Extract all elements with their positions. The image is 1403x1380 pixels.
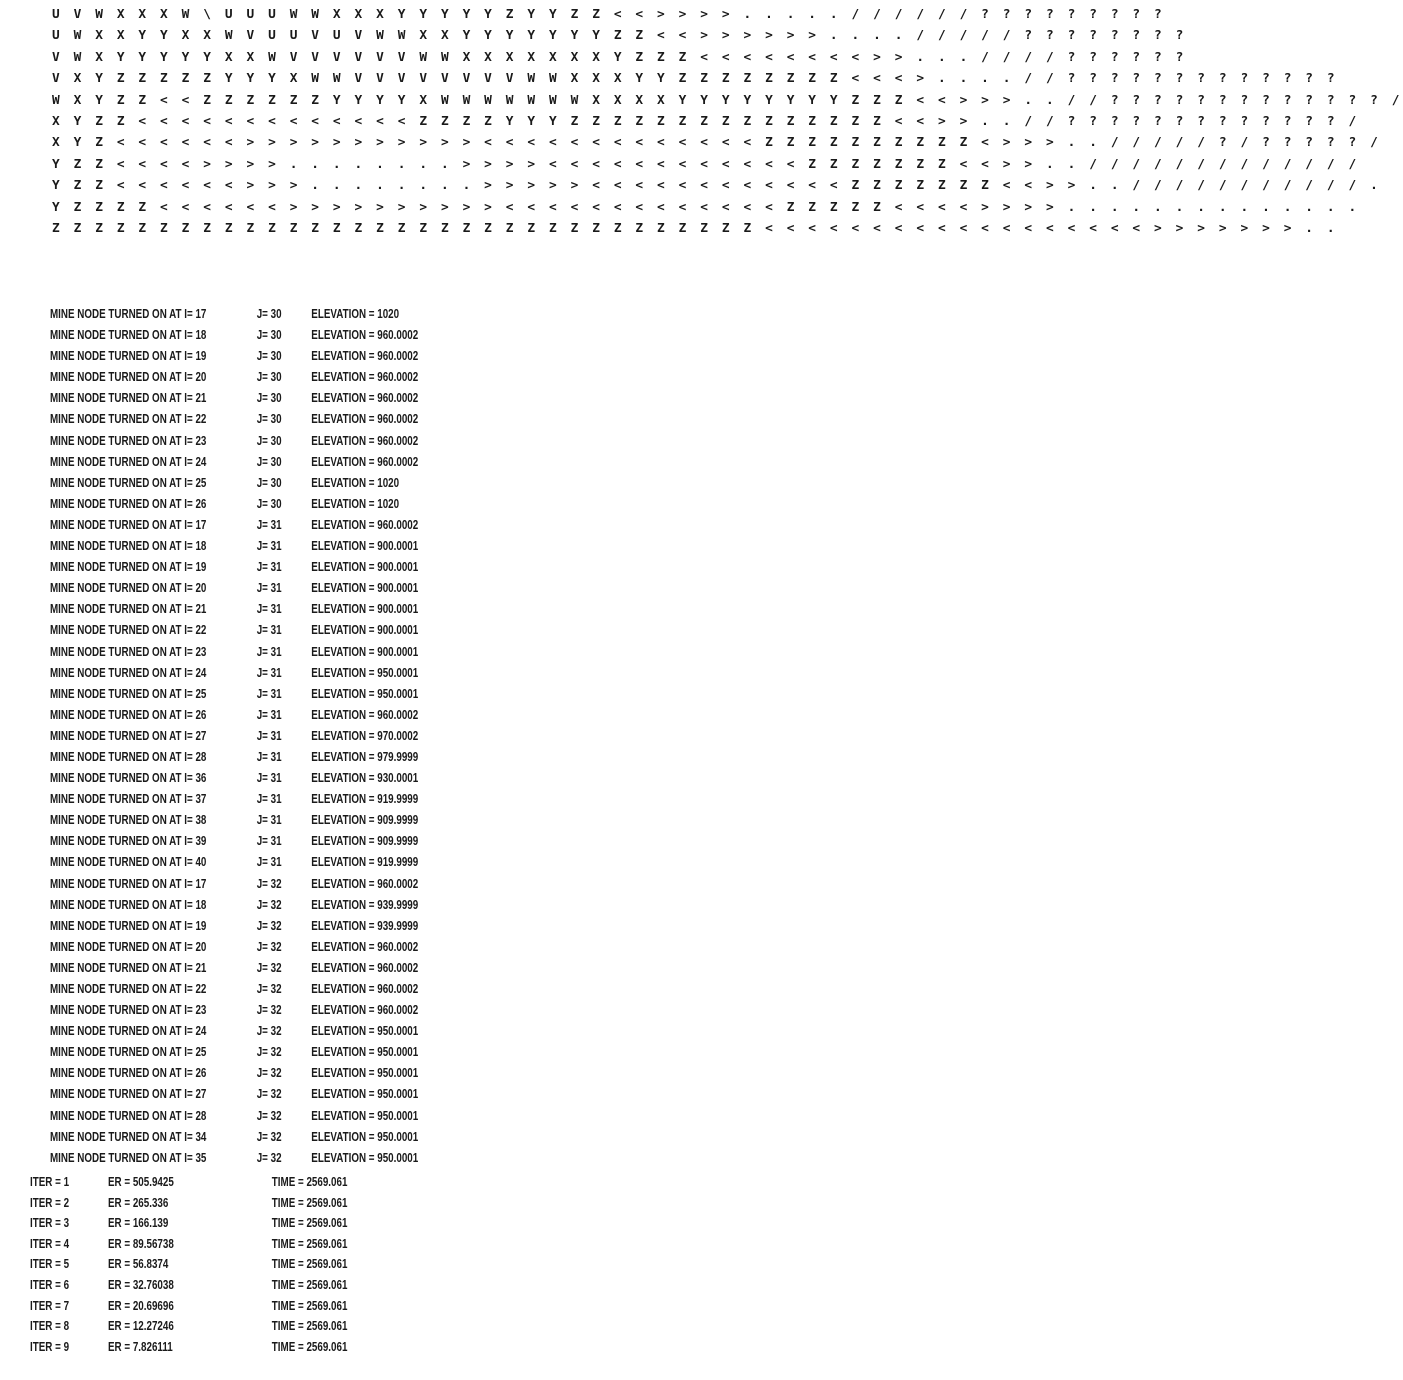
j-index: J= 30 — [256, 370, 282, 385]
elevation-value: ELEVATION = 950.0001 — [311, 665, 419, 680]
j-index: J= 32 — [256, 1087, 282, 1102]
log-line — [50, 937, 456, 958]
elevation-value: ELEVATION = 960.0002 — [311, 939, 419, 954]
node-label: MINE NODE TURNED ON AT I= 17 — [50, 307, 207, 321]
time-value: TIME = 2569.061 — [271, 1319, 348, 1334]
j-index: J= 32 — [256, 1150, 282, 1165]
iteration-line — [30, 1193, 358, 1214]
log-line — [50, 1127, 456, 1148]
elevation-value: ELEVATION = 909.9999 — [311, 834, 419, 849]
elevation-value: ELEVATION = 900.0001 — [311, 539, 419, 554]
log-line — [50, 325, 456, 346]
log-line — [50, 726, 456, 747]
iteration-line — [30, 1275, 358, 1296]
elevation-value: ELEVATION = 960.0002 — [311, 412, 419, 427]
j-index: J= 31 — [256, 749, 282, 764]
node-label: MINE NODE TURNED ON AT I= 26 — [50, 707, 207, 722]
log-line — [50, 578, 456, 599]
j-index: J= 32 — [256, 1045, 282, 1060]
iter-number: ITER = 1 — [30, 1175, 70, 1189]
log-line — [50, 346, 456, 367]
elevation-value: ELEVATION = 970.0002 — [311, 728, 419, 743]
node-label: MINE NODE TURNED ON AT I= 22 — [50, 623, 207, 638]
map-row: X Y Z < < < < < < > > > > > > > > > > > < < < < < < < < < < < < < Z Z Z Z Z Z Z Z Z Z < > > > . . / / / / / ? / ? ? ? ? ? / — [52, 135, 1381, 151]
elevation-value: ELEVATION = 950.0001 — [311, 1087, 419, 1102]
map-row: V W X Y Y Y Y Y X X W V V V V V V W W X X X X X X X Y Z Z Z < < < < < < < < > > . . . / / / / ? ? ? ? ? ? — [52, 49, 1187, 65]
node-label: MINE NODE TURNED ON AT I= 25 — [50, 686, 207, 701]
node-label: MINE NODE TURNED ON AT I= 40 — [50, 855, 207, 870]
map-row: W X Y Z Z < < Z Z Z Z Z Z Y Y Y Y X W W W W W W W X X X X Y Y Y Y Y Y Y Y Z Z Z < < > > > . . / / ? ? ? ? ? ? ? ? ? ? ? ? ? / — [52, 92, 1403, 108]
time-value: TIME = 2569.061 — [271, 1195, 348, 1210]
j-index: J= 31 — [256, 707, 282, 722]
node-label: MINE NODE TURNED ON AT I= 19 — [50, 918, 207, 933]
j-index: J= 30 — [256, 328, 282, 343]
elevation-value: ELEVATION = 900.0001 — [311, 644, 419, 659]
elevation-value: ELEVATION = 950.0001 — [311, 1024, 419, 1039]
elevation-value: ELEVATION = 919.9999 — [311, 792, 419, 807]
iteration-line — [30, 1316, 358, 1337]
j-index: J= 30 — [256, 433, 282, 448]
error-value: ER = 56.8374 — [108, 1257, 169, 1272]
elevation-value: ELEVATION = 960.0002 — [311, 391, 419, 406]
node-label: MINE NODE TURNED ON AT I= 18 — [50, 539, 207, 554]
j-index: J= 30 — [256, 349, 282, 364]
log-line — [50, 599, 456, 620]
node-label: MINE NODE TURNED ON AT I= 26 — [50, 496, 207, 511]
node-label: MINE NODE TURNED ON AT I= 17 — [50, 876, 207, 891]
node-label: MINE NODE TURNED ON AT I= 37 — [50, 792, 207, 807]
log-line — [50, 620, 456, 641]
node-label: MINE NODE TURNED ON AT I= 18 — [50, 328, 207, 343]
map-row: Y Z Z < < < < < < > > > . . . . . . . . > > > > > < < < < < < < < < < < < Z Z Z Z Z Z Z < < > > . . / / / / / / / / / / / . — [52, 178, 1381, 194]
map-row: V X Y Z Z Z Z Z Y Y Y X W W V V V V V V V V W W X X X Y Y Z Z Z Z Z Z Z Z < < < > . . . . / / ? ? ? ? ? ? ? ? ? ? ? ? ? — [52, 71, 1338, 87]
elevation-value: ELEVATION = 960.0002 — [311, 707, 419, 722]
elevation-value: ELEVATION = 960.0002 — [311, 454, 419, 469]
elevation-value: ELEVATION = 900.0001 — [311, 602, 419, 617]
elevation-value: ELEVATION = 939.9999 — [311, 918, 419, 933]
node-label: MINE NODE TURNED ON AT I= 25 — [50, 475, 207, 490]
iter-number: ITER = 5 — [30, 1257, 70, 1272]
node-label: MINE NODE TURNED ON AT I= 21 — [50, 391, 207, 406]
elevation-value: ELEVATION = 1020 — [311, 475, 400, 490]
elevation-value: ELEVATION = 950.0001 — [311, 1066, 419, 1081]
map-row: U V W X X X W \ U U U W W X X X Y Y Y Y Y Z Y Y Z Z < < > > > > . . . . . / / / / / / ? ? ? ? ? ? ? ? ? — [52, 7, 1165, 22]
error-value: ER = 32.76038 — [108, 1277, 174, 1292]
log-line — [50, 768, 456, 789]
log-line — [50, 895, 456, 916]
map-row: Z Z Z Z Z Z Z Z Z Z Z Z Z Z Z Z Z Z Z Z Z Z Z Z Z Z Z Z Z Z Z Z Z < < < < < < < < < < < < < < < < < < > > > > > > > . . — [52, 220, 1338, 236]
elevation-value: ELEVATION = 950.0001 — [311, 1129, 419, 1144]
iteration-line — [30, 1337, 358, 1358]
log-line — [50, 874, 456, 895]
node-label: MINE NODE TURNED ON AT I= 27 — [50, 728, 207, 743]
log-line — [50, 1063, 456, 1084]
error-value: ER = 166.139 — [108, 1216, 169, 1231]
node-label: MINE NODE TURNED ON AT I= 22 — [50, 412, 207, 427]
iteration-line — [30, 1172, 358, 1193]
node-label: MINE NODE TURNED ON AT I= 19 — [50, 349, 207, 364]
error-value: ER = 7.826111 — [108, 1339, 173, 1354]
iteration-line — [30, 1213, 358, 1234]
iter-number: ITER = 7 — [30, 1298, 70, 1313]
elevation-value: ELEVATION = 909.9999 — [311, 813, 419, 828]
j-index: J= 31 — [256, 623, 282, 638]
time-value: TIME = 2569.061 — [271, 1216, 348, 1231]
log-line — [50, 831, 456, 852]
log-line — [50, 1148, 456, 1169]
iteration-line — [30, 1296, 358, 1317]
node-label: MINE NODE TURNED ON AT I= 28 — [50, 749, 207, 764]
iteration-line — [30, 1254, 358, 1275]
error-value: ER = 20.69696 — [108, 1298, 174, 1313]
j-index: J= 30 — [256, 391, 282, 406]
j-index: J= 32 — [256, 1129, 282, 1144]
j-index: J= 32 — [256, 918, 282, 933]
elevation-value: ELEVATION = 900.0001 — [311, 560, 419, 575]
elevation-value: ELEVATION = 960.0002 — [311, 876, 419, 891]
j-index: J= 32 — [256, 876, 282, 891]
elevation-value: ELEVATION = 960.0002 — [311, 982, 419, 996]
log-line — [50, 979, 456, 1000]
map-row: Y Z Z Z Z < < < < < < > > > > > > > > > > < < < < < < < < < < < < < Z Z Z Z Z < < < < > > > > . . . . . . . . . . . . . . — [52, 199, 1360, 215]
node-label: MINE NODE TURNED ON AT I= 20 — [50, 581, 207, 596]
node-label: MINE NODE TURNED ON AT I= 27 — [50, 1087, 207, 1102]
node-label: MINE NODE TURNED ON AT I= 20 — [50, 370, 207, 385]
elevation-value: ELEVATION = 979.9999 — [311, 749, 419, 764]
j-index: J= 32 — [256, 939, 282, 954]
time-value: TIME = 2569.061 — [271, 1257, 348, 1272]
elevation-value: ELEVATION = 919.9999 — [311, 855, 419, 870]
j-index: J= 32 — [256, 1066, 282, 1081]
time-value: TIME = 2569.061 — [271, 1339, 348, 1354]
mine-node-log — [50, 304, 570, 1169]
elevation-value: ELEVATION = 960.0002 — [311, 328, 419, 343]
iter-number: ITER = 4 — [30, 1236, 70, 1251]
j-index: J= 31 — [256, 771, 282, 786]
log-line — [50, 494, 456, 515]
error-value: ER = 505.9425 — [108, 1175, 174, 1189]
j-index: J= 31 — [256, 728, 282, 743]
elevation-value: ELEVATION = 950.0001 — [311, 686, 419, 701]
elevation-value: ELEVATION = 960.0002 — [311, 349, 419, 364]
j-index: J= 30 — [256, 454, 282, 469]
j-index: J= 32 — [256, 1108, 282, 1123]
node-label: MINE NODE TURNED ON AT I= 28 — [50, 1108, 207, 1123]
log-line — [50, 1106, 456, 1127]
log-line — [50, 705, 456, 726]
elevation-value: ELEVATION = 950.0001 — [311, 1150, 419, 1165]
iter-number: ITER = 2 — [30, 1195, 70, 1210]
j-index: J= 31 — [256, 602, 282, 617]
j-index: J= 32 — [256, 1003, 282, 1018]
log-line — [50, 452, 456, 473]
error-value: ER = 89.56738 — [108, 1236, 174, 1251]
node-label: MINE NODE TURNED ON AT I= 21 — [50, 960, 207, 975]
log-line — [50, 1042, 456, 1063]
error-value: ER = 12.27246 — [108, 1319, 174, 1334]
log-line — [50, 536, 456, 557]
node-label: MINE NODE TURNED ON AT I= 36 — [50, 771, 207, 786]
node-label: MINE NODE TURNED ON AT I= 18 — [50, 897, 207, 912]
time-value: TIME = 2569.061 — [271, 1236, 348, 1251]
j-index: J= 31 — [256, 644, 282, 659]
elevation-value: ELEVATION = 960.0002 — [311, 433, 419, 448]
log-line — [50, 958, 456, 979]
iter-number: ITER = 9 — [30, 1339, 70, 1354]
iter-number: ITER = 8 — [30, 1319, 70, 1334]
j-index: J= 31 — [256, 560, 282, 575]
elevation-value: ELEVATION = 1020 — [311, 496, 400, 511]
node-label: MINE NODE TURNED ON AT I= 24 — [50, 1024, 207, 1039]
log-line — [50, 304, 456, 325]
log-line — [50, 916, 456, 937]
node-label: MINE NODE TURNED ON AT I= 35 — [50, 1150, 207, 1165]
node-label: MINE NODE TURNED ON AT I= 23 — [50, 644, 207, 659]
map-row: Y Z Z < < < < > > > > . . . . . . . . > > > > < < < < < < < < < < < < Z Z Z Z Z Z Z < < > > . . / / / / / / / / / / / / / — [52, 156, 1360, 172]
j-index: J= 32 — [256, 960, 282, 975]
elevation-value: ELEVATION = 960.0002 — [311, 1003, 419, 1018]
log-line — [50, 663, 456, 684]
map-row: U W X X Y Y X X W V U U V U V W W X X Y Y Y Y Y Y Y Z Z < < > > > > > > . . . . / / / / / ? ? ? ? ? ? ? ? — [52, 28, 1187, 44]
j-index: J= 31 — [256, 665, 282, 680]
log-line — [50, 473, 456, 494]
log-line — [50, 367, 456, 388]
j-index: J= 31 — [256, 539, 282, 554]
node-label: MINE NODE TURNED ON AT I= 25 — [50, 1045, 207, 1060]
j-index: J= 32 — [256, 982, 282, 996]
log-line — [50, 852, 456, 873]
elevation-value: ELEVATION = 960.0002 — [311, 517, 419, 532]
log-line — [50, 810, 456, 831]
log-line — [50, 1021, 456, 1042]
elevation-value: ELEVATION = 900.0001 — [311, 581, 419, 596]
log-line — [50, 684, 456, 705]
j-index: J= 30 — [256, 412, 282, 427]
node-label: MINE NODE TURNED ON AT I= 19 — [50, 560, 207, 575]
error-value: ER = 265.336 — [108, 1195, 169, 1210]
j-index: J= 30 — [256, 496, 282, 511]
log-line — [50, 388, 456, 409]
j-index: J= 31 — [256, 686, 282, 701]
elevation-value: ELEVATION = 950.0001 — [311, 1045, 419, 1060]
j-index: J= 31 — [256, 581, 282, 596]
iter-number: ITER = 6 — [30, 1277, 70, 1292]
elevation-value: ELEVATION = 1020 — [311, 307, 400, 321]
node-label: MINE NODE TURNED ON AT I= 23 — [50, 1003, 207, 1018]
log-line — [50, 747, 456, 768]
node-label: MINE NODE TURNED ON AT I= 17 — [50, 517, 207, 532]
j-index: J= 30 — [256, 307, 282, 321]
iteration-log — [30, 1172, 450, 1357]
elevation-value: ELEVATION = 930.0001 — [311, 771, 419, 786]
node-label: MINE NODE TURNED ON AT I= 24 — [50, 454, 207, 469]
node-label: MINE NODE TURNED ON AT I= 26 — [50, 1066, 207, 1081]
log-line — [50, 1000, 456, 1021]
log-line — [50, 789, 456, 810]
time-value: TIME = 2569.061 — [271, 1175, 348, 1189]
character-contour-map — [52, 4, 1403, 239]
map-row: X Y Z Z < < < < < < < < < < < < < Z Z Z Z Y Y Y Z Z Z Z Z Z Z Z Z Z Z Z Z Z Z < < > > . . / / ? ? ? ? ? ? ? ? ? ? ? ? ? / — [52, 113, 1360, 129]
log-line — [50, 409, 456, 430]
log-line — [50, 515, 456, 536]
node-label: MINE NODE TURNED ON AT I= 20 — [50, 939, 207, 954]
j-index: J= 32 — [256, 1024, 282, 1039]
node-label: MINE NODE TURNED ON AT I= 34 — [50, 1129, 207, 1144]
log-line — [50, 557, 456, 578]
node-label: MINE NODE TURNED ON AT I= 38 — [50, 813, 207, 828]
node-label: MINE NODE TURNED ON AT I= 22 — [50, 982, 207, 996]
elevation-value: ELEVATION = 960.0002 — [311, 960, 419, 975]
j-index: J= 31 — [256, 855, 282, 870]
elevation-value: ELEVATION = 960.0002 — [311, 370, 419, 385]
elevation-value: ELEVATION = 900.0001 — [311, 623, 419, 638]
j-index: J= 32 — [256, 897, 282, 912]
log-line — [50, 431, 456, 452]
j-index: J= 31 — [256, 813, 282, 828]
elevation-value: ELEVATION = 950.0001 — [311, 1108, 419, 1123]
time-value: TIME = 2569.061 — [271, 1277, 348, 1292]
log-line — [50, 1084, 456, 1105]
iteration-line — [30, 1234, 358, 1255]
j-index: J= 30 — [256, 475, 282, 490]
log-line — [50, 642, 456, 663]
node-label: MINE NODE TURNED ON AT I= 39 — [50, 834, 207, 849]
j-index: J= 31 — [256, 834, 282, 849]
j-index: J= 31 — [256, 792, 282, 807]
iter-number: ITER = 3 — [30, 1216, 70, 1231]
node-label: MINE NODE TURNED ON AT I= 23 — [50, 433, 207, 448]
elevation-value: ELEVATION = 939.9999 — [311, 897, 419, 912]
time-value: TIME = 2569.061 — [271, 1298, 348, 1313]
j-index: J= 31 — [256, 517, 282, 532]
node-label: MINE NODE TURNED ON AT I= 24 — [50, 665, 207, 680]
node-label: MINE NODE TURNED ON AT I= 21 — [50, 602, 207, 617]
